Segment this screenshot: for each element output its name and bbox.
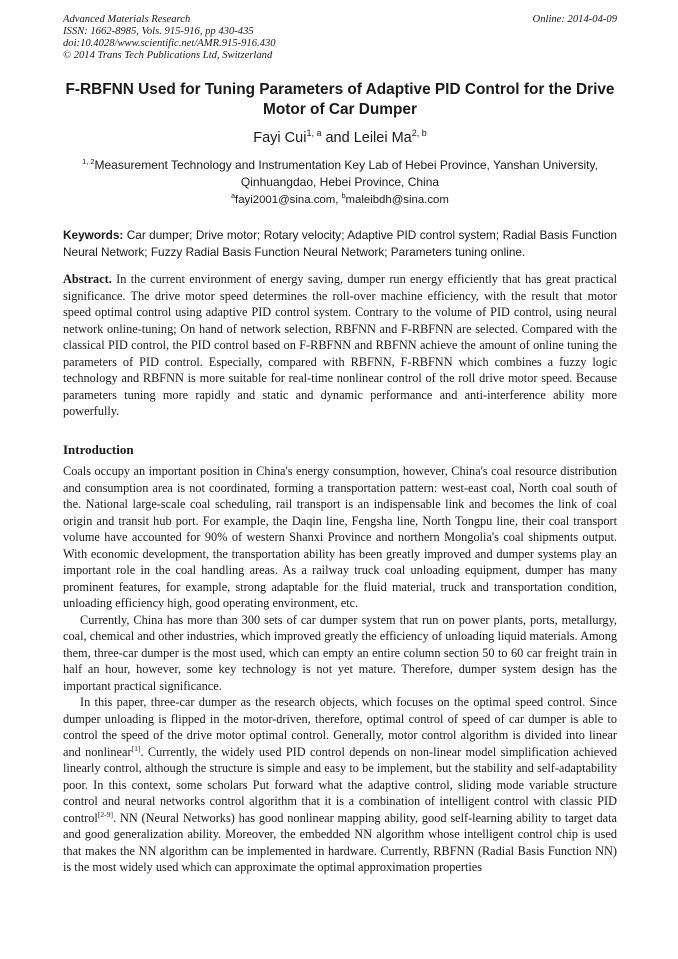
copyright-line: © 2014 Trans Tech Publications Ltd, Switzerland	[63, 50, 273, 61]
author-line	[63, 129, 617, 147]
author-name: Fayi Cui	[253, 130, 307, 146]
affiliation-text: Measurement Technology and Instrumentation Key Lab of Hebei Province, Yanshan University, Qinhuangdao, Hebei Province, China	[94, 158, 598, 189]
email-marker: a	[231, 193, 236, 201]
author-name: Leilei Ma	[353, 130, 412, 146]
introduction-body	[63, 463, 617, 876]
email-link[interactable]: maleibdh@sina.com	[345, 194, 449, 206]
email-link[interactable]: fayi2001@sina.com,	[235, 194, 342, 206]
author-connector: and	[321, 130, 354, 146]
email-line	[63, 193, 617, 208]
paragraph-text: . Currently, the widely used PID control depends on non-linear model simplification achieved linearly control, although the structure is simple and easy to be implement, but the stability and self-adaptability poor. In this context, some scholars Put forward what the adaptive control, sliding mode variable structure control and neural networks control algorithm that it is a combination of intelligent control with classic PID control	[63, 744, 617, 825]
abstract-block	[63, 271, 617, 420]
paragraph	[63, 694, 617, 876]
paper-title: F-RBFNN Used for Tuning Parameters of Adaptive PID Control for the Drive Motor of Car Dumper	[65, 81, 615, 118]
keywords-text: Car dumper; Drive motor; Rotary velocity; Adaptive PID control system; Radial Basis Function Neural Network; Fuzzy Radial Basis Function Neural Network; Parameters tuning online.	[63, 228, 617, 259]
section-heading: Introduction	[63, 442, 134, 457]
paragraph: Currently, China has more than 300 sets of car dumper system that run on power plants, ports, metallurgy, coal, chemical and other industries, which improved greatly the efficiency of unloading liquid materials. Among them, three-car dumper is the most used, which can empty an entire column section 50 to 60 car freight train in half an hour, however, some key technology is not yet mature. Therefore, dumper system design has the important practical significance.	[63, 612, 617, 693]
journal-name: Advanced Materials Research	[63, 14, 191, 25]
author-affiliation-marker: 2, b	[411, 128, 427, 139]
paragraph: Coals occupy an important position in China's energy consumption, however, China's coal resource distribution and consumption area is not coordinated, forming a transportation pattern: west-east coal, North coal south of the. National large-scale coal scheduling, rail transport is an indispensable link and becomes the link of coal origin and transit hub port. For example, the Daqin line, Fengsha line, North Tongpu line, their coal transport volume have accounted for 90% of western Shanxi Province and northern Mongolia's coal shipments output. With economic development, the transportation ability has been greatly improved and dumper systems play an important role in the coal handling areas. As a railway truck coal unloading equipment, dumper has many prominent features, for example, strong adaptable for the fluid material, truck and transportation condition, unloading efficiency high, good operating environment, etc.	[63, 464, 617, 610]
journal-header	[63, 14, 617, 62]
abstract-label: Abstract.	[63, 272, 112, 286]
issn-line: ISSN: 1662-8985, Vols. 915-916, pp 430-435	[63, 26, 254, 37]
citation[interactable]: [1]	[131, 743, 141, 753]
email-marker: b	[341, 193, 346, 201]
affiliation-marker: 1, 2	[82, 157, 95, 166]
paragraph-text: . NN (Neural Networks) has good nonlinear mapping ability, good self-learning ability to target data and good generalization ability. Moreover, the embedded NN algorithm whose intelligent control chip is used that makes the NN algorithm can be implemented in hardware. Currently, RBFNN (Radial Basis Function NN) is the most widely used which can approximate the optimal approximation properties	[63, 810, 617, 874]
keywords-block	[63, 227, 617, 261]
keywords-label: Keywords:	[63, 228, 124, 242]
online-date: Online: 2014-04-09	[532, 14, 617, 25]
abstract-text: In the current environment of energy saving, dumper run energy efficiently that has great practical significance. The drive motor speed determines the roll-over machine efficiency, with the result that motor speed optimal control using adaptive PID control system. Contrary to the volume of PID control, using neural network online-tuning; On hand of network selection, RBFNN and F-RBFNN are selected. Compared with the classical PID control, the PID control based on F-RBFNN and RBFNN achieve the amount of online tuning the parameters of PID control. Especially, compared with RBFNN, F-RBFNN which combines a fuzzy logic technology and RBFNN is more suitable for real-time nonlinear control of the roll drive motor speed. Because parameters tuning more rapidly and static and dynamic performance and anti-interference ability more powerfully.	[63, 272, 617, 418]
affiliation	[63, 157, 617, 190]
paragraph-text: In this paper, three-car dumper as the research objects, which focuses on the optimal speed control. Since dumper unloading is flipped in the motor-driven, therefore, optimal control of speed of car dumper is able to control the speed of the drive motor optimal control. Generally, motor control algorithm is divided into linear and nonlinear	[63, 695, 617, 759]
citation[interactable]: [2-9]	[97, 809, 114, 819]
author-affiliation-marker: 1, a	[306, 128, 322, 139]
doi-line[interactable]: doi:10.4028/www.scientific.net/AMR.915-916.430	[63, 38, 276, 49]
